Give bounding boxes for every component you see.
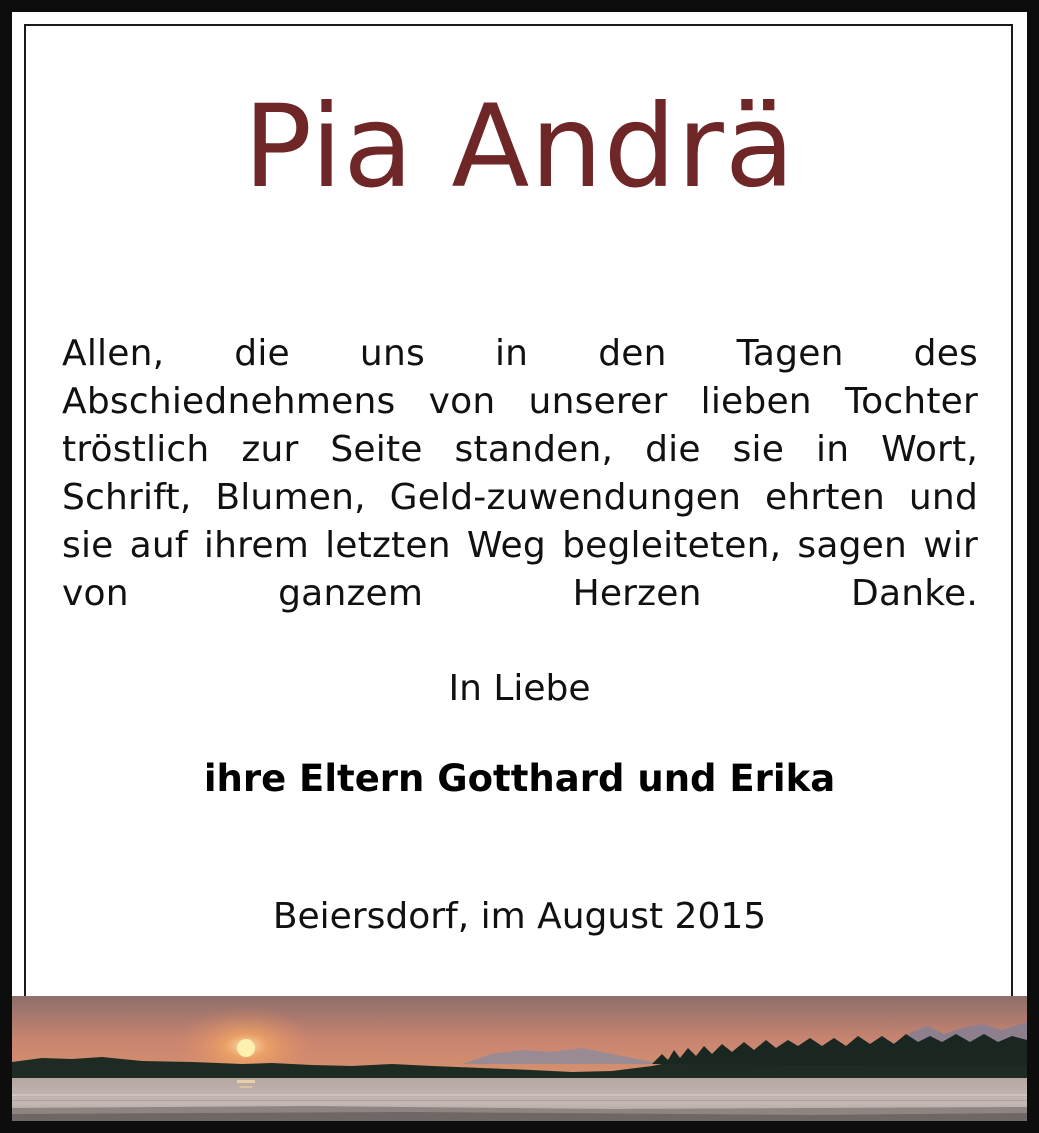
greeting: In Liebe	[448, 668, 591, 709]
sunset-photo	[12, 996, 1027, 1121]
obituary-card	[12, 12, 1027, 1121]
sun-icon	[237, 1039, 255, 1057]
signature: ihre Eltern Gotthard und Erika	[203, 757, 836, 800]
deceased-name: Pia Andrä	[243, 80, 796, 213]
place-and-date: Beiersdorf, im August 2015	[272, 896, 767, 937]
thank-you-message: Allen, die uns in den Tagen des Abschiednehmens von unserer lieben Tochter tröstlich zur Seite standen, die sie in Wort, Schrift, Blumen, Geld-zuwendungen ehrten und sie auf ihrem letzten Weg begleiteten, sagen wir von ganzem Herzen Danke.	[62, 333, 978, 614]
